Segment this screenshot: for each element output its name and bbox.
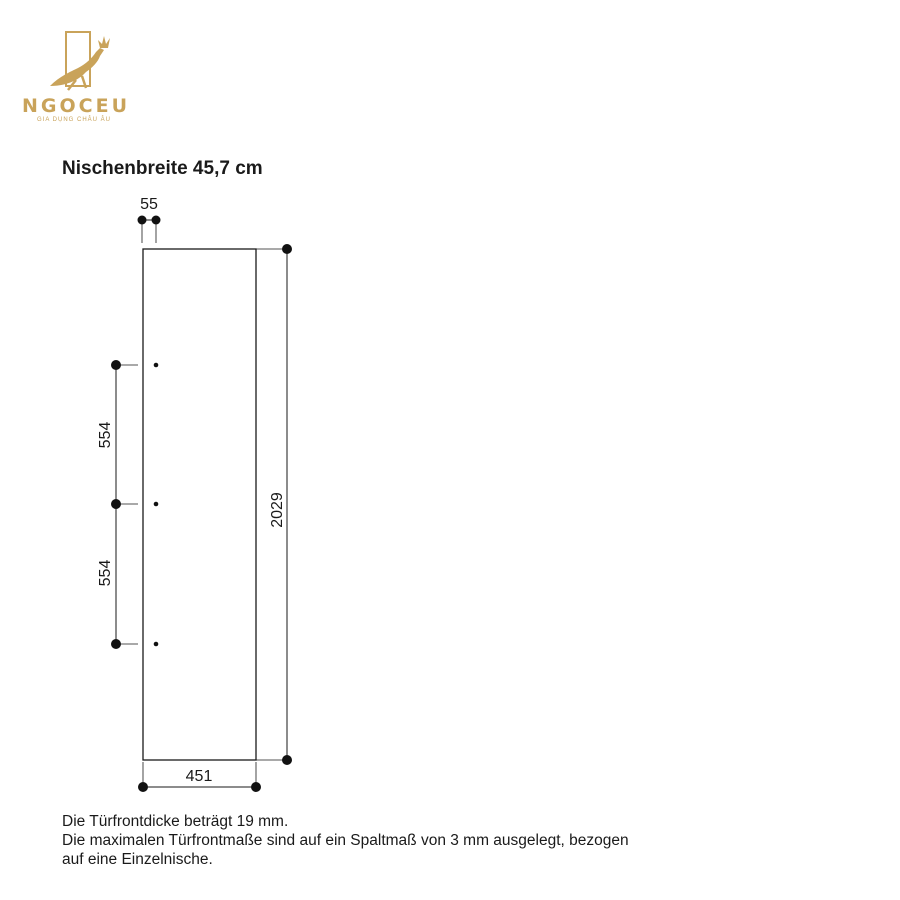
hinge-hole-middle	[154, 502, 159, 507]
width-dimension	[138, 762, 261, 792]
note-line-1: Die Türfrontdicke beträgt 19 mm.	[62, 813, 289, 830]
hinge-spacing-dimension	[97, 360, 138, 649]
brand-name: NGOCEU	[22, 95, 130, 117]
diagram-notes	[62, 812, 842, 869]
top-offset-label: 55	[140, 196, 158, 213]
note-line-2: Die maximalen Türfrontmaße sind auf ein Spaltmaß von 3 mm ausgelegt, bezogen	[62, 832, 629, 849]
hinge-hole-bottom	[154, 642, 159, 647]
hinge-hole-top	[154, 363, 159, 368]
top-offset-dimension	[138, 196, 161, 243]
upper-spacing-label: 554	[97, 421, 114, 449]
diagram-title: Nischenbreite 45,7 cm	[62, 158, 263, 179]
note-line-3: auf eine Einzelnische.	[62, 851, 213, 868]
door-panel	[143, 249, 256, 760]
brand-tagline: GIA DỤNG CHÂU ÂU	[37, 117, 112, 123]
width-label: 451	[185, 768, 213, 785]
lower-spacing-label: 554	[97, 559, 114, 587]
height-label: 2029	[269, 492, 286, 528]
height-dimension	[256, 244, 292, 765]
